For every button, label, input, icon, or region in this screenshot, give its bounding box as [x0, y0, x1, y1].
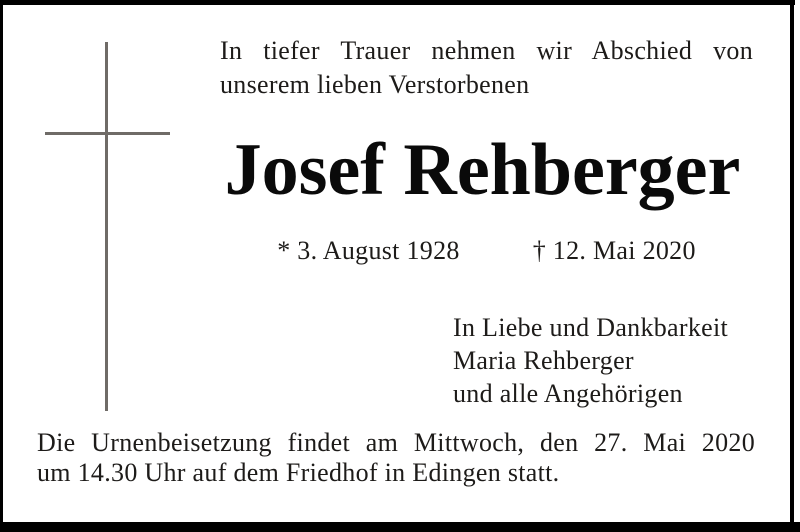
frame-top-border — [0, 0, 795, 5]
frame-right-border — [790, 0, 794, 527]
intro-line-2: unserem lieben Verstorbenen — [220, 70, 530, 99]
intro-line-1: In tiefer Trauer nehmen wir Abschied von — [220, 36, 753, 65]
cross-horizontal-bar — [45, 132, 170, 135]
intro-text — [220, 34, 753, 102]
funeral-info — [37, 428, 755, 488]
funeral-line-2: um 14.30 Uhr auf dem Friedhof in Edingen statt. — [37, 458, 560, 487]
frame-left-border — [0, 0, 3, 532]
deceased-name: Josef Rehberger — [224, 129, 741, 211]
death-date: † 12. Mai 2020 — [532, 236, 696, 265]
family-line-1: In Liebe und Dankbarkeit — [453, 313, 729, 342]
family-line-3: und alle Angehörigen — [453, 379, 683, 408]
frame-bottom-border — [0, 522, 800, 532]
family-signature — [453, 311, 783, 410]
funeral-line-1: Die Urnenbeisetzung findet am Mittwoch, den 27. Mai 2020 — [37, 428, 755, 457]
birth-date: * 3. August 1928 — [277, 236, 460, 265]
life-dates — [220, 238, 753, 264]
family-line-2: Maria Rehberger — [453, 346, 634, 375]
cross-vertical-bar — [105, 42, 108, 411]
